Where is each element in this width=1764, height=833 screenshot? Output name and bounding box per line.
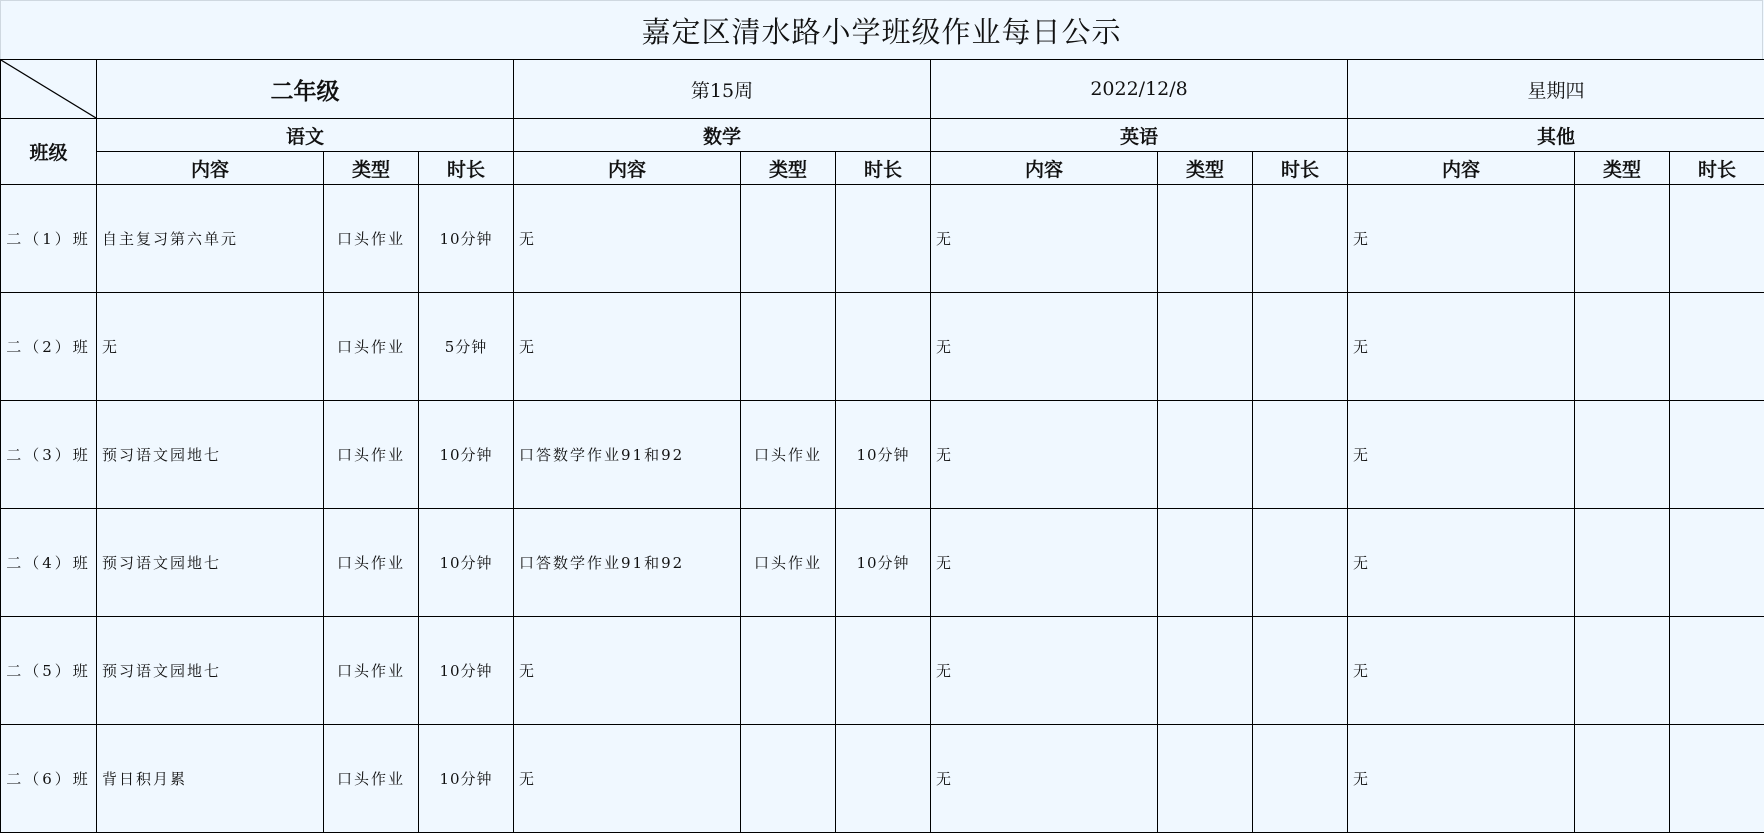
subcolumn-row <box>1 152 1764 185</box>
english-duration-cell <box>1253 293 1348 401</box>
other-type-cell <box>1575 293 1670 401</box>
math-content-cell: 口答数学作业91和92 <box>514 509 741 617</box>
col-header-content: 内容 <box>97 152 324 185</box>
diagonal-corner-cell <box>1 60 97 119</box>
table-row <box>1 617 1764 725</box>
english-type-cell <box>1158 401 1253 509</box>
table-row <box>1 185 1764 293</box>
class-name-cell: 二（4）班 <box>1 509 97 617</box>
table-row <box>1 401 1764 509</box>
other-duration-cell <box>1670 401 1764 509</box>
other-type-cell <box>1575 725 1670 833</box>
english-duration-cell <box>1253 185 1348 293</box>
col-header-content: 内容 <box>514 152 741 185</box>
other-content-cell: 无 <box>1348 509 1575 617</box>
english-type-cell <box>1158 185 1253 293</box>
homework-table <box>0 59 1764 833</box>
col-header-type: 类型 <box>1575 152 1670 185</box>
other-duration-cell <box>1670 725 1764 833</box>
col-header-duration: 时长 <box>836 152 931 185</box>
chinese-type-cell: 口头作业 <box>324 509 419 617</box>
english-type-cell <box>1158 293 1253 401</box>
other-content-cell: 无 <box>1348 401 1575 509</box>
math-duration-cell: 10分钟 <box>836 401 931 509</box>
math-content-cell: 无 <box>514 725 741 833</box>
col-header-type: 类型 <box>1158 152 1253 185</box>
math-content-cell: 无 <box>514 617 741 725</box>
chinese-content-cell: 预习语文园地七 <box>97 617 324 725</box>
chinese-type-cell: 口头作业 <box>324 185 419 293</box>
diagonal-line <box>1 60 96 118</box>
class-name-cell: 二（2）班 <box>1 293 97 401</box>
math-content-cell: 无 <box>514 185 741 293</box>
col-header-type: 类型 <box>324 152 419 185</box>
grade-label: 二年级 <box>97 60 514 119</box>
english-content-cell: 无 <box>931 185 1158 293</box>
col-header-type: 类型 <box>741 152 836 185</box>
class-name-cell: 二（1）班 <box>1 185 97 293</box>
math-type-cell <box>741 293 836 401</box>
subject-header-english: 英语 <box>931 119 1348 152</box>
english-duration-cell <box>1253 725 1348 833</box>
math-type-cell: 口头作业 <box>741 509 836 617</box>
other-type-cell <box>1575 185 1670 293</box>
chinese-duration-cell: 10分钟 <box>419 725 514 833</box>
subject-header-math: 数学 <box>514 119 931 152</box>
chinese-type-cell: 口头作业 <box>324 725 419 833</box>
col-header-duration: 时长 <box>419 152 514 185</box>
math-duration-cell <box>836 185 931 293</box>
math-duration-cell <box>836 725 931 833</box>
chinese-content-cell: 预习语文园地七 <box>97 401 324 509</box>
english-type-cell <box>1158 725 1253 833</box>
subject-header-chinese: 语文 <box>97 119 514 152</box>
class-name-cell: 二（6）班 <box>1 725 97 833</box>
chinese-content-cell: 自主复习第六单元 <box>97 185 324 293</box>
chinese-content-cell: 背日积月累 <box>97 725 324 833</box>
class-name-cell: 二（5）班 <box>1 617 97 725</box>
other-type-cell <box>1575 509 1670 617</box>
col-header-duration: 时长 <box>1253 152 1348 185</box>
chinese-type-cell: 口头作业 <box>324 617 419 725</box>
col-header-duration: 时长 <box>1670 152 1764 185</box>
english-content-cell: 无 <box>931 617 1158 725</box>
weekday-label: 星期四 <box>1348 60 1764 119</box>
other-duration-cell <box>1670 185 1764 293</box>
header-row <box>1 60 1764 119</box>
english-content-cell: 无 <box>931 293 1158 401</box>
other-content-cell: 无 <box>1348 725 1575 833</box>
other-type-cell <box>1575 401 1670 509</box>
chinese-duration-cell: 10分钟 <box>419 617 514 725</box>
english-duration-cell <box>1253 617 1348 725</box>
english-duration-cell <box>1253 509 1348 617</box>
page-title: 嘉定区清水路小学班级作业每日公示 <box>0 0 1763 59</box>
other-duration-cell <box>1670 617 1764 725</box>
math-content-cell: 无 <box>514 293 741 401</box>
chinese-content-cell: 预习语文园地七 <box>97 509 324 617</box>
chinese-duration-cell: 5分钟 <box>419 293 514 401</box>
english-type-cell <box>1158 617 1253 725</box>
subject-row <box>1 119 1764 152</box>
chinese-duration-cell: 10分钟 <box>419 401 514 509</box>
math-duration-cell: 10分钟 <box>836 509 931 617</box>
date-label: 2022/12/8 <box>931 60 1348 119</box>
class-column-header: 班级 <box>1 119 97 185</box>
chinese-duration-cell: 10分钟 <box>419 185 514 293</box>
week-label: 第15周 <box>514 60 931 119</box>
math-type-cell: 口头作业 <box>741 401 836 509</box>
math-content-cell: 口答数学作业91和92 <box>514 401 741 509</box>
col-header-content: 内容 <box>1348 152 1575 185</box>
class-name-cell: 二（3）班 <box>1 401 97 509</box>
table-row <box>1 293 1764 401</box>
table-row <box>1 509 1764 617</box>
english-content-cell: 无 <box>931 725 1158 833</box>
other-duration-cell <box>1670 293 1764 401</box>
other-duration-cell <box>1670 509 1764 617</box>
english-content-cell: 无 <box>931 509 1158 617</box>
english-duration-cell <box>1253 401 1348 509</box>
math-type-cell <box>741 725 836 833</box>
other-content-cell: 无 <box>1348 185 1575 293</box>
chinese-type-cell: 口头作业 <box>324 401 419 509</box>
english-type-cell <box>1158 509 1253 617</box>
chinese-content-cell: 无 <box>97 293 324 401</box>
math-type-cell <box>741 617 836 725</box>
chinese-type-cell: 口头作业 <box>324 293 419 401</box>
other-type-cell <box>1575 617 1670 725</box>
math-duration-cell <box>836 293 931 401</box>
other-content-cell: 无 <box>1348 617 1575 725</box>
math-type-cell <box>741 185 836 293</box>
chinese-duration-cell: 10分钟 <box>419 509 514 617</box>
subject-header-other: 其他 <box>1348 119 1764 152</box>
other-content-cell: 无 <box>1348 293 1575 401</box>
col-header-content: 内容 <box>931 152 1158 185</box>
english-content-cell: 无 <box>931 401 1158 509</box>
math-duration-cell <box>836 617 931 725</box>
table-row <box>1 725 1764 833</box>
